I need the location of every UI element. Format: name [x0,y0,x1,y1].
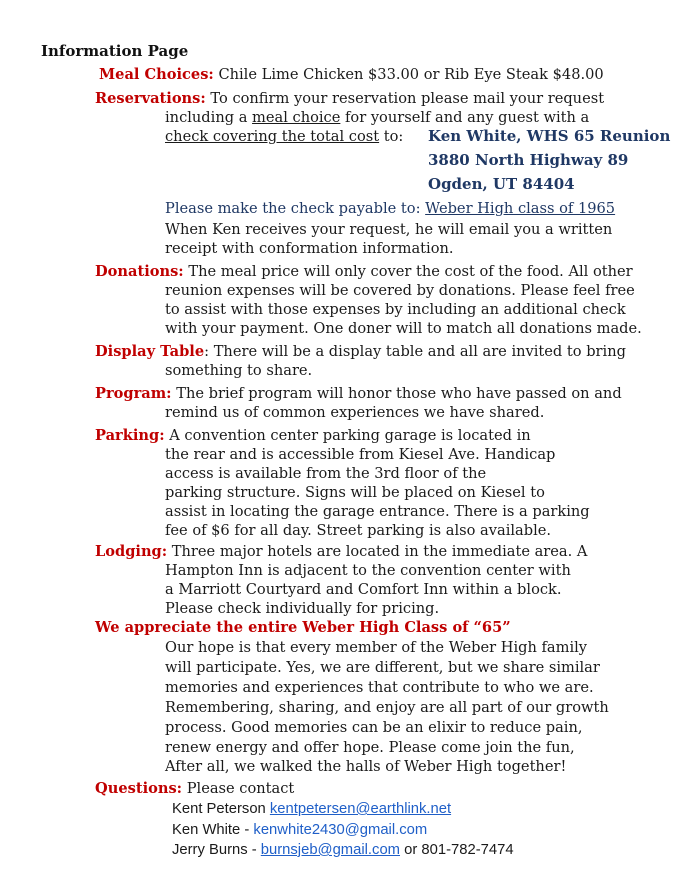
parking-line-1: Parking: A convention center parking garage is located in [95,427,531,444]
mailing-address-city: Ogden, UT 84404 [428,175,575,193]
program-line-1: Program: The brief program will honor those who have passed on and [95,385,622,402]
lodging-line: a Marriott Courtyard and Comfort Inn within a block. [165,581,562,598]
mailing-address-name: Ken White, WHS 65 Reunion [428,127,671,145]
parking-line: parking structure. Signs will be placed on Kiesel to [165,484,545,501]
program-line-2: remind us of common experiences we have shared. [165,404,545,421]
appreciate-line: Remembering, sharing, and enjoy are all part of our growth [165,699,609,716]
parking-line: the rear and is accessible from Kiesel Ave. Handicap [165,446,556,463]
appreciate-line: renew energy and offer hope. Please come join the fun, [165,739,575,756]
check-covering-underlined: check covering the total cost [165,128,380,145]
parking-label: Parking: [95,427,165,444]
contact-jerry-burns [172,841,514,860]
donations-line: to assist with those expenses by including an additional check [165,301,626,318]
questions-label: Questions: [95,780,183,797]
donations-label: Donations: [95,263,184,280]
contact-email-link[interactable]: kentpetersen@earthlink.net [269,801,452,817]
contact-email-link[interactable]: burnsjeb@gmail.com [260,842,401,858]
appreciate-line: After all, we walked the halls of Weber High together! [165,758,567,775]
meal-choice-underlined: meal choice [252,109,341,126]
contact-name: Ken White - [172,822,254,838]
appreciate-line: will participate. Yes, we are different, but we share similar [165,659,600,676]
parking-line: fee of $6 for all day. Street parking is also available. [165,522,552,539]
donations-line: reunion expenses will be covered by donations. Please feel free [165,282,635,299]
mailing-address-street: 3880 North Highway 89 [428,151,629,169]
reservations-line-1: Reservations: To confirm your reservation please mail your request [95,90,605,107]
meal-choices-section [99,65,604,84]
contact-email-link[interactable]: kenwhite2430@gmail.com [253,822,428,838]
lodging-line-1: Lodging: Three major hotels are located in the immediate area. A [95,543,588,560]
parking-line: access is available from the 3rd floor of the [165,465,487,482]
lodging-label: Lodging: [95,543,168,560]
page-title: Information Page [41,42,189,60]
appreciate-line: memories and experiences that contribute to who we are. [165,679,594,696]
parking-line: assist in locating the garage entrance. There is a parking [165,503,590,520]
appreciate-line: process. Good memories can be an elixir to reduce pain, [165,719,583,736]
meal-choices-text: Chile Lime Chicken $33.00 or Rib Eye Steak $48.00 [213,66,604,83]
payable-line: Please make the check payable to: Weber High class of 1965 [165,200,616,217]
donations-line: with your payment. One doner will to match all donations made. [165,320,642,337]
donations-line-1: Donations: The meal price will only cover the cost of the food. All other [95,263,633,280]
questions-line: Questions: Please contact [95,780,295,797]
receipt-line-1: When Ken receives your request, he will email you a written [165,221,613,238]
payable-to-name: Weber High class of 1965 [425,200,616,217]
meal-choices-label: Meal Choices: [99,66,214,83]
contact-name: Kent Peterson [172,801,270,817]
reservations-label: Reservations: [95,90,206,107]
contact-ken-white [172,821,427,840]
contact-phone: or 801-782-7474 [400,842,514,858]
display-table-line-2: something to share. [165,362,313,379]
appreciate-heading: We appreciate the entire Weber High Class of “65” [95,619,511,636]
lodging-line: Hampton Inn is adjacent to the convention center with [165,562,571,579]
receipt-line-2: receipt with conformation information. [165,240,454,257]
program-label: Program: [95,385,172,402]
reservations-line-2: including a meal choice for yourself and any guest with a [165,109,590,126]
contact-kent-peterson [172,800,451,819]
display-table-line-1: Display Table: There will be a display table and all are invited to bring [95,343,626,360]
contact-name: Jerry Burns - [172,842,261,858]
lodging-line: Please check individually for pricing. [165,600,440,617]
display-table-label: Display Table [95,343,205,360]
reservations-line-3: check covering the total cost to: [165,128,404,145]
appreciate-line: Our hope is that every member of the Weber High family [165,639,588,656]
